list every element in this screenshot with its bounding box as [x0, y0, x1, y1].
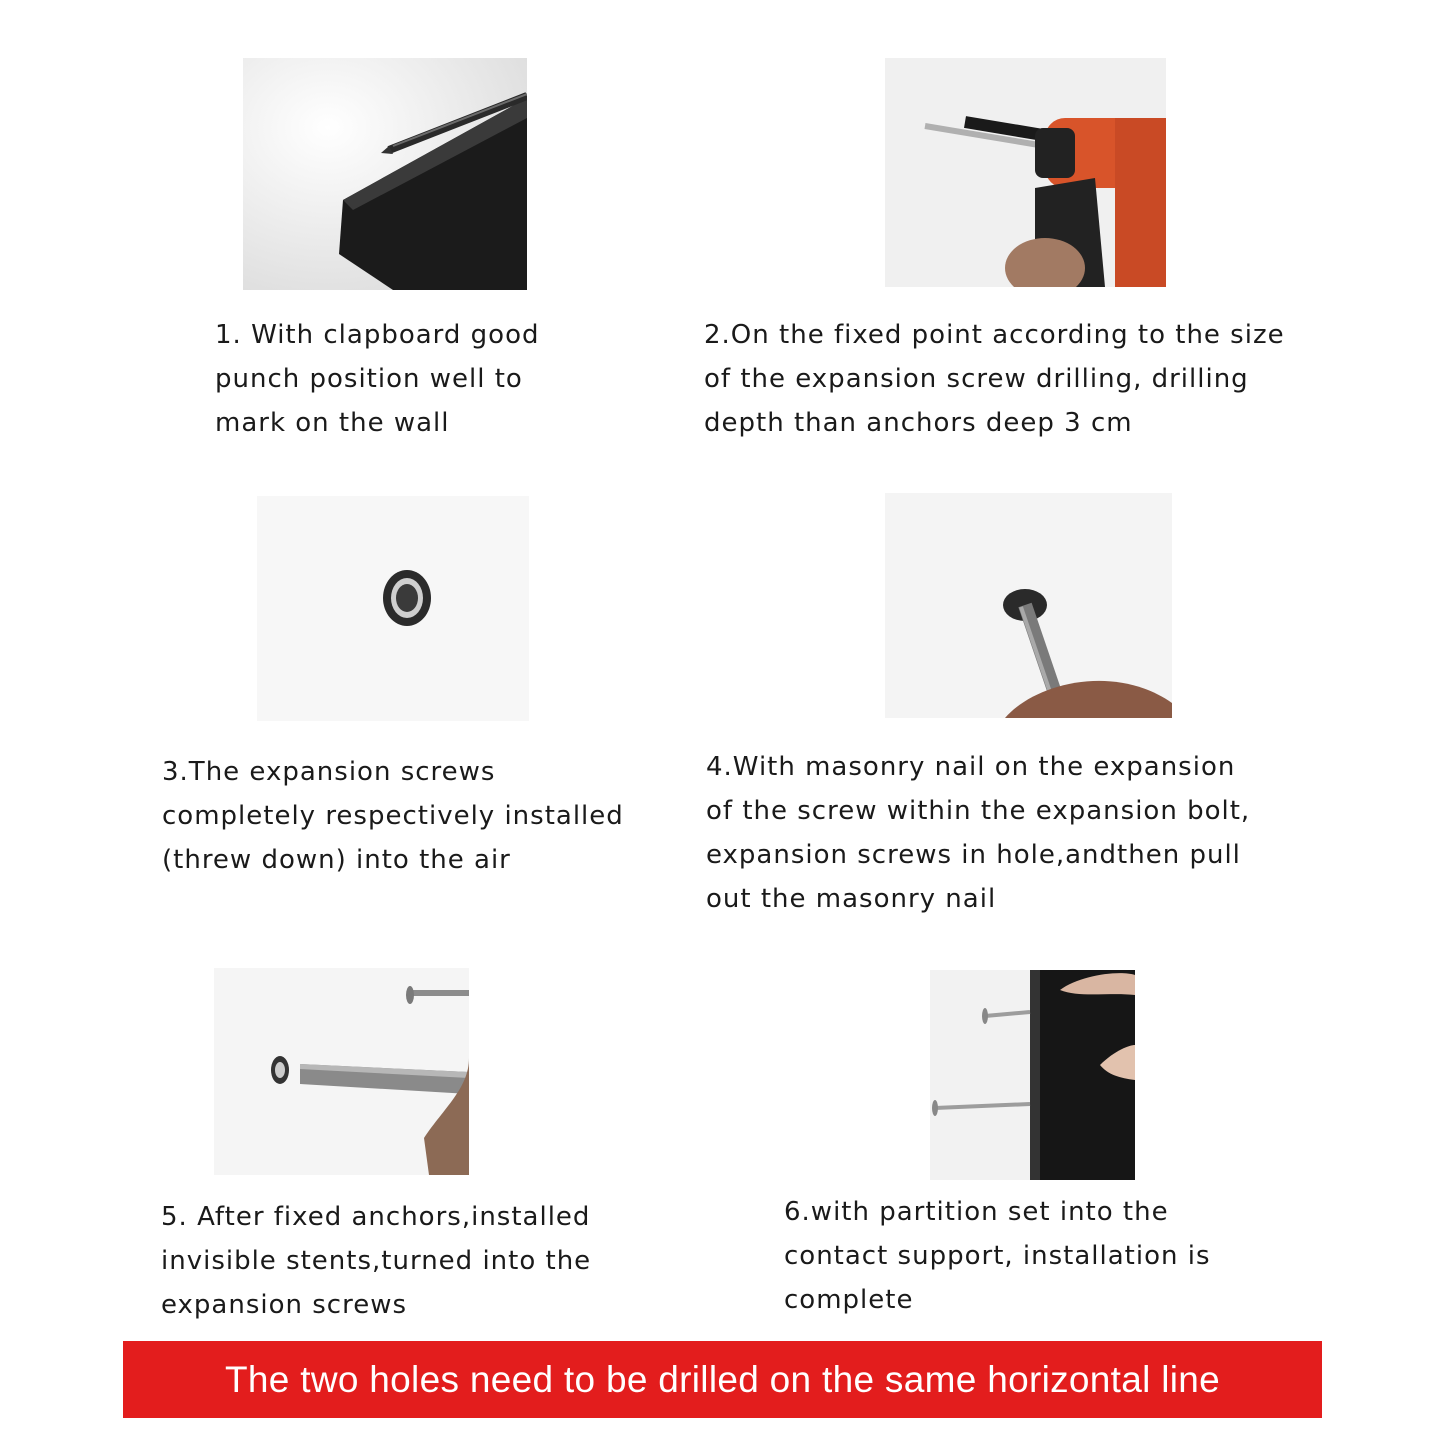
step-3-photo	[257, 496, 529, 721]
step-4-photo	[885, 493, 1172, 718]
warning-banner-text: The two holes need to be drilled on the same horizontal line	[225, 1358, 1220, 1400]
step-3-caption: 3.The expansion screws completely respectively installed (threw down) into the air	[162, 757, 624, 875]
step-6-photo	[930, 970, 1135, 1180]
step-2-caption: 2.On the fixed point according to the size of the expansion screw drilling, drilling depth than anchors deep 3 cm	[704, 320, 1285, 438]
step-5-photo	[214, 968, 469, 1175]
step-4-caption: 4.With masonry nail on the expansion of the screw within the expansion bolt, expansion screws in hole,andthen pull out the masonry nail	[706, 752, 1251, 914]
step-1-caption: 1. With clapboard good punch position well to mark on the wall	[215, 320, 540, 438]
step-1-photo	[243, 58, 527, 290]
step-5-caption: 5. After fixed anchors,installed invisible stents,turned into the expansion screws	[161, 1202, 592, 1320]
step-2-photo	[885, 58, 1166, 287]
warning-banner	[123, 1341, 1322, 1418]
step-6-caption: 6.with partition set into the contact support, installation is complete	[784, 1197, 1211, 1315]
